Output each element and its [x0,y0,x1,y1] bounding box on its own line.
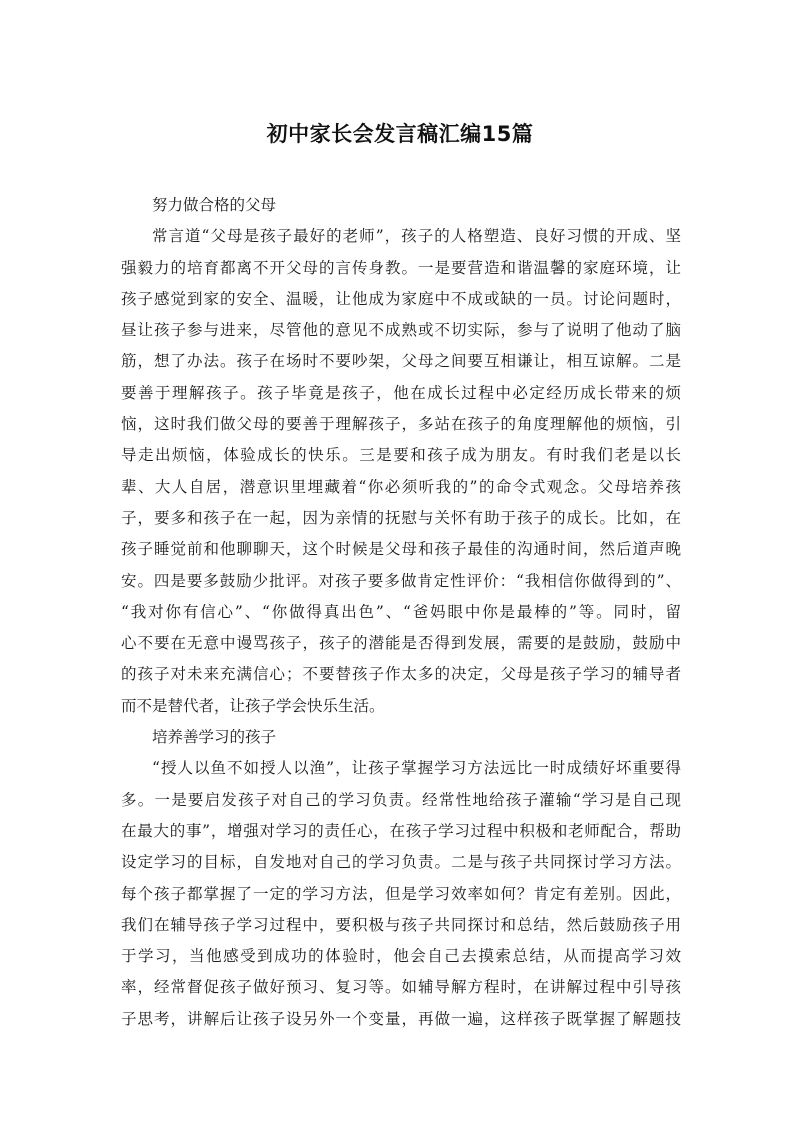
body-line: 恼，这时我们做父母的要善于理解孩子，多站在孩子的角度理解他的烦恼，引 [121,415,681,434]
body-line: “我对你有信心”、“你做得真出色”、“爸妈眼中你是最棒的”等。同时，留 [121,602,681,621]
body-line: 昼让孩子参与进来，尽管他的意见不成熟或不切实际，参与了说明了他动了脑 [121,321,681,340]
document-title: 初中家长会发言稿汇编15篇 [266,122,534,146]
body-line: 子，要多和孩子在一起，因为亲情的抚慰与关怀有助于孩子的成长。比如，在 [121,508,681,527]
body-line: 多。一是要启发孩子对自己的学习负责。经常性地给孩子灌输“学习是自己现 [121,790,681,809]
body-line: 率，经常督促孩子做好预习、复习等。如辅导解方程时，在讲解过程中引导孩 [121,978,681,997]
body-line: 孩子睡觉前和他聊聊天，这个时候是父母和孩子最佳的沟通时间，然后道声晚 [121,540,681,559]
body-line: 导走出烦恼，体验成长的快乐。三是要和孩子成为朋友。有时我们老是以长 [121,446,681,465]
document-body [121,190,681,1035]
body-line: 子思考，讲解后让孩子设另外一个变量，再做一遍，这样孩子既掌握了解题技 [121,1009,681,1028]
body-line: 设定学习的目标，自发地对自己的学习负责。二是与孩子共同探讨学习方法。 [121,853,681,872]
body-line: 安。四是要多鼓励少批评。对孩子要多做肯定性评价：“我相信你做得到的”、 [121,571,681,590]
body-line: 于学习，当他感受到成功的体验时，他会自己去摸索总结，从而提高学习效 [121,947,681,966]
body-line: 强毅力的培育都离不开父母的言传身教。一是要营造和谐温馨的家庭环境，让 [121,258,681,277]
body-line: 努力做合格的父母 [152,196,277,214]
body-line: 培养善学习的孩子 [152,728,277,747]
body-line: 我们在辅导孩子学习过程中，要积极与孩子共同探讨和总结，然后鼓励孩子用 [121,915,681,934]
body-line: 常言道“父母是孩子最好的老师”，孩子的人格塑造、良好习惯的开成、坚 [152,227,681,246]
body-line: 每个孩子都掌握了一定的学习方法，但是学习效率如何？肯定有差别。因此， [121,884,681,903]
body-line: 在最大的事”，增强对学习的责任心，在孩子学习过程中积极和老师配合，帮助 [121,821,681,840]
body-line: 而不是替代者，让孩子学会快乐生活。 [121,696,385,715]
body-line: 的孩子对未来充满信心；不要替孩子作太多的决定，父母是孩子学习的辅导者 [121,665,681,684]
body-line: 心不要在无意中谩骂孩子，孩子的潜能是否得到发展，需要的是鼓励，鼓励中 [121,634,681,653]
body-line: 筋，想了办法。孩子在场时不要吵架，父母之间要互相谦让，相互谅解。二是 [121,352,681,371]
body-line: 孩子感觉到家的安全、温暖，让他成为家庭中不成或缺的一员。讨论问题时， [121,289,681,308]
body-line: 辈、大人自居，潜意识里埋藏着“你必须听我的”的命令式观念。父母培养孩 [121,477,681,496]
body-line: “授人以鱼不如授人以渔”，让孩子掌握学习方法远比一时成绩好坏重要得 [152,759,681,778]
body-line: 要善于理解孩子。孩子毕竟是孩子，他在成长过程中必定经历成长带来的烦 [121,383,681,402]
